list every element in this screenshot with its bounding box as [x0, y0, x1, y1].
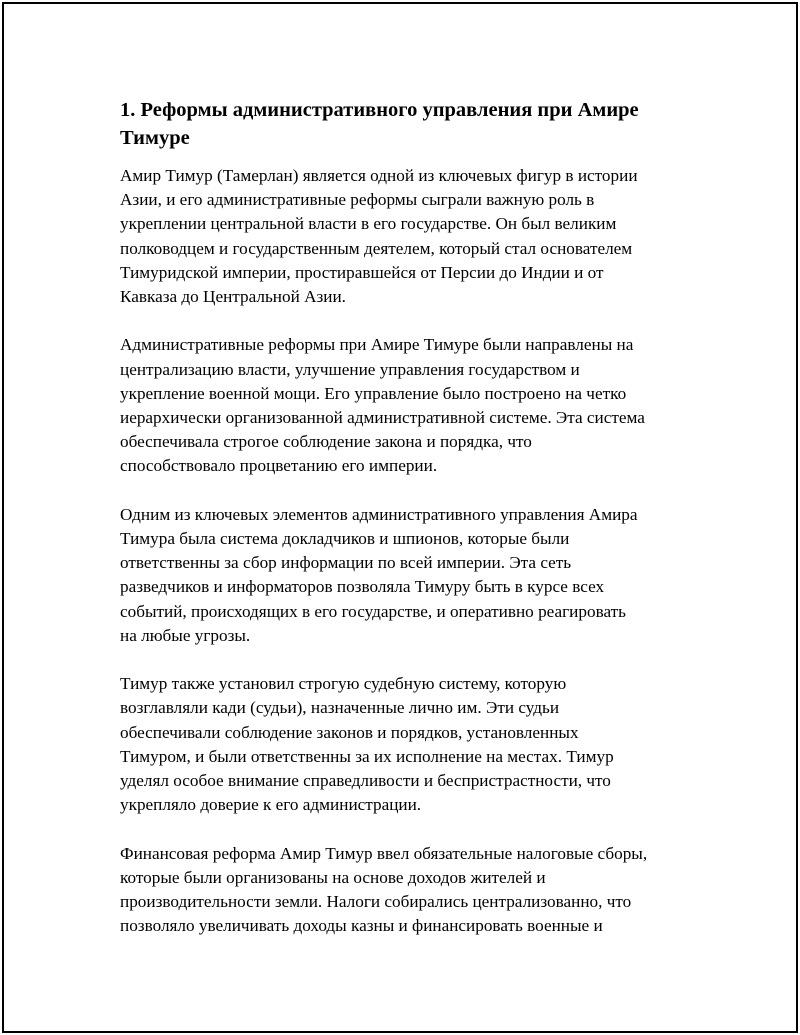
paragraph-3: Одним из ключевых элементов административного управления Амира Тимура была система докладчиков и шпионов, которые были ответственны за сбор информации по всей империи. Эта сеть разведчиков и информаторов позволяла Тимуру быть в курсе всех событий, происходящих в его государстве, и оперативно реагировать на любые угрозы. — [120, 504, 638, 645]
paragraph-4: Тимур также установил строгую судебную систему, которую возглавляли кади (судьи), назначенные лично им. Эти судьи обеспечивали соблюдение законов и порядков, установленных Тимуром, и были ответственны за их исполнение на местах. Тимур уделял особое внимание справедливости и беспристрастности, что укрепляло доверие к его администрации. — [120, 674, 614, 815]
document-title: 1. Реформы административного управления при Амире Тимуре — [120, 99, 639, 149]
paragraph-1: Амир Тимур (Тамерлан) является одной из ключевых фигур в истории Азии, и его административные реформы сыграли важную роль в укреплении центральной власти в его государстве. Он был великим полководцем и государственным деятелем, который стал основателем Тимуридской империи, простиравшейся от Персии до Индии и от Кавказа до Центральной Азии. — [120, 166, 638, 307]
paragraph-2: Административные реформы при Амире Тимуре были направлены на централизацию власти, улучшение управления государством и укрепление военной мощи. Его управление было построено на четко иерархически организованной административной системе. Эта система обеспечивала строгое соблюдение закона и порядка, что способствовало процветанию его империи. — [120, 335, 645, 476]
document-body — [120, 96, 710, 963]
paragraph-5: Финансовая реформа Амир Тимур ввел обязательные налоговые сборы, которые были организованы на основе доходов жителей и производительности земли. Налоги собирались централизованно, что позволяло увеличивать доходы казны и финансировать военные и — [120, 843, 648, 936]
document-page — [2, 2, 798, 1033]
